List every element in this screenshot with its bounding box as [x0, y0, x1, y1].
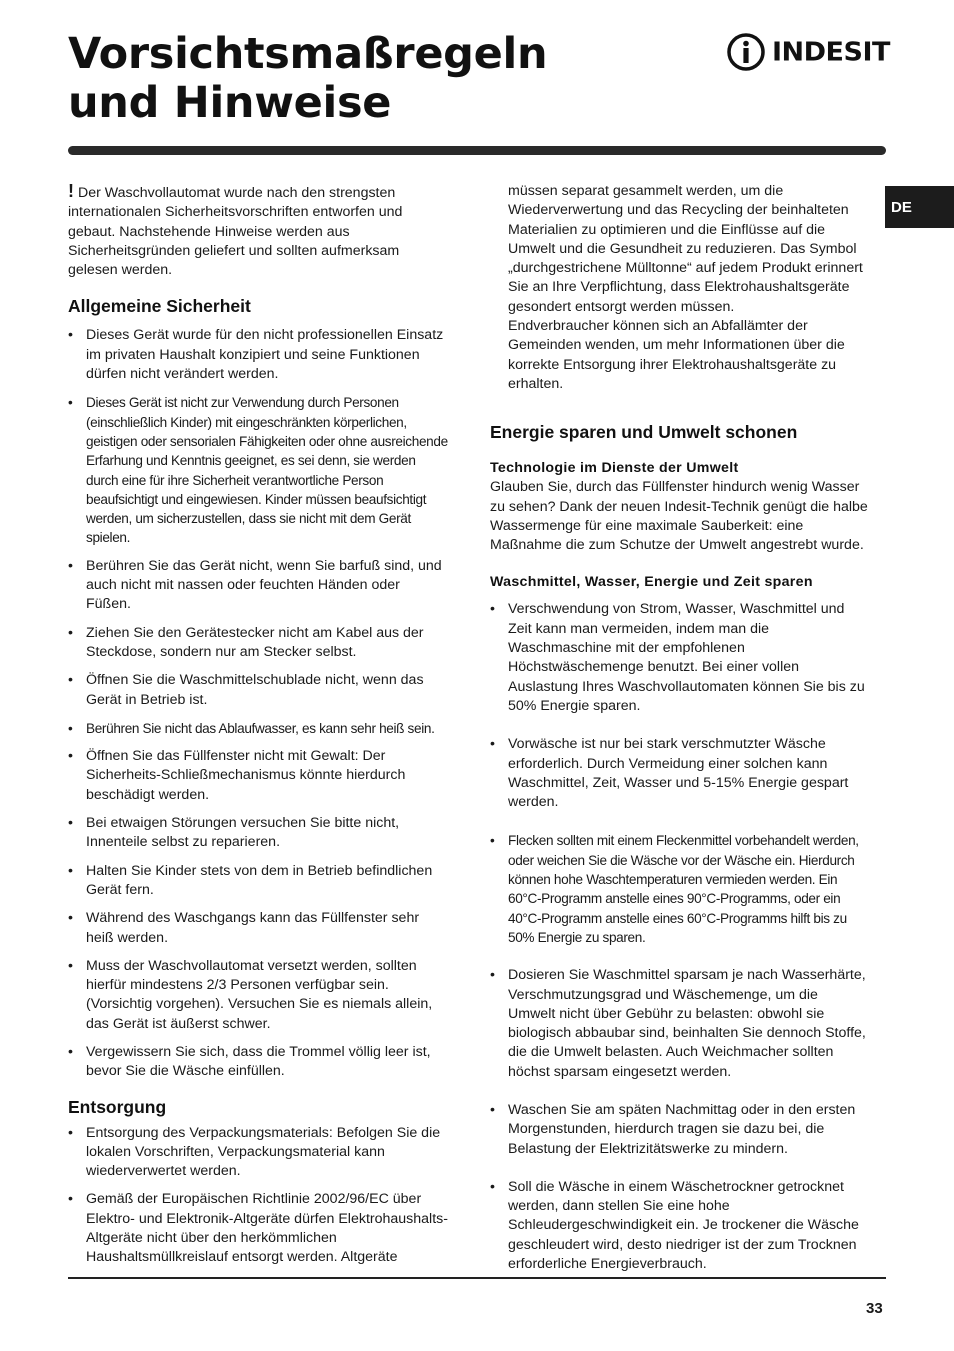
page-number: 33	[866, 1300, 883, 1317]
list-item: • Soll die Wäsche in einem Wäschetrockner getrocknet werden, dann stellen Sie eine hohe Schleudergeschwindigkeit ein. Je trockener die Wäsche geschleudert wird, desto niedriger ist der zum Trocknen erforderliche Energieverbrauch.	[490, 1178, 859, 1273]
list-item: • Berühren Sie nicht das Ablaufwasser, es kann sehr heiß sein.	[68, 720, 435, 736]
intro-text: Der Waschvollautomat wurde nach den strengsten internationalen Sicherheitsvorschriften entworfen und gebaut. Nachstehende Hinweise werden aus Sicherheitsgründen geliefert und sollten aufmerksam gelesen werden.	[68, 185, 403, 279]
page-title	[68, 30, 547, 128]
list-item: • Öffnen Sie das Füllfenster nicht mit Gewalt: Der Sicherheits-Schließmechanismus könnte hierdurch beschädigt werden.	[68, 748, 406, 803]
section-heading-safety: Allgemeine Sicherheit	[68, 296, 251, 317]
footer-divider	[68, 1277, 886, 1279]
title-line-1: Vorsichtsmaßregeln	[68, 29, 548, 79]
disposal-list	[68, 1124, 448, 1268]
saving-list	[490, 600, 868, 1274]
subheading-technology: Technologie im Dienste der Umwelt	[490, 460, 739, 477]
list-item: • Dieses Gerät ist nicht zur Verwendung durch Personen (einschließlich Kinder) mit eingeschränkten körperlichen, geistigen oder sensorialen Fähigkeiten oder ohne ausreichende Erfarhung und Kenntnis geeignet, es sei denn, sie werden durch eine für ihre Sicherheit verantwortliche Person beaufsichtigt und eingewiesen. Kinder müssen beaufsichtigt werden, um sicherzustellen, dass sie nicht mit dem Gerät spielen.	[68, 395, 448, 546]
list-item: • Bei etwaigen Störungen versuchen Sie bitte nicht, Innenteile selbst zu reparieren.	[68, 815, 400, 851]
list-item: • Halten Sie Kinder stets von dem in Betrieb befindlichen Gerät fern.	[68, 862, 433, 898]
subheading-saving: Waschmittel, Wasser, Energie und Zeit sparen	[490, 574, 813, 591]
section-heading-disposal: Entsorgung	[68, 1096, 167, 1117]
list-item: • Vorwäsche ist nur bei stark verschmutzter Wäsche erforderlich. Durch Vermeidung einer solchen kann Waschmittel, Zeit, Wasser und 5-15% Energie gespart werden.	[490, 736, 849, 811]
left-column	[68, 182, 448, 1268]
continuation-text-2: Endverbraucher können sich an Abfallämter der Gemeinden wenden, um mehr Informationen über die korrekte Entsorgung ihrer Elektrohaushaltsgeräte zu erhalten.	[508, 318, 845, 392]
list-item: • Vergewissern Sie sich, dass die Trommel völlig leer ist, bevor Sie die Wäsche einfüllen.	[68, 1043, 431, 1080]
title-line-2: und Hinweise	[68, 78, 392, 128]
language-tab: DE	[885, 186, 954, 228]
list-item: • Flecken sollten mit einem Fleckenmittel vorbehandelt werden, oder weichen Sie die Wäsche vor der Wäsche ein. Hierdurch können hohe Waschtemperaturen vermieden werden. Ein 60°C-Programm anstelle eines 90°C-Programms, oder ein 40°C-Programm anstelle eines 60°C-Programms hilft bis zu 50% Energie zu sparen.	[490, 833, 859, 945]
continuation-text: müssen separat gesammelt werden, um die Wiederverwertung und das Recycling der beinhalteten Materialien zu optimieren und die Einflüsse auf die Umwelt und die Gesundheit zu reduzieren. Das Symbol „durchgestrichene Mülltonne“ auf jedem Produkt erinnert Sie an Ihre Verpflichtung, dass Elektrohaushaltsgeräte gesondert entsorgt werden müssen.	[508, 183, 863, 315]
warning-mark: !	[68, 181, 74, 201]
indesit-logo-icon	[726, 32, 766, 72]
safety-list	[68, 326, 448, 1081]
list-item: • Entsorgung des Verpackungsmaterials: Befolgen Sie die lokalen Vorschriften, Verpackungsmaterial kann wiederverwertet werden.	[68, 1124, 441, 1180]
list-item: • Öffnen Sie die Waschmittelschublade nicht, wenn das Gerät in Betrieb ist.	[68, 672, 424, 708]
list-item: • Dieses Gerät wurde für den nicht professionellen Einsatz im privaten Haushalt konzipiert und seine Funktionen dürfen nicht verändert werden.	[68, 327, 444, 383]
title-divider	[68, 146, 886, 155]
technology-text: Glauben Sie, durch das Füllfenster hindurch wenig Wasser zu sehen? Dank der neuen Indesit-Technik genügt die halbe Wassermenge für eine maximale Sauberkeit: eine Maßnahme die zum Schutze der Umwelt angestrebt wurde.	[490, 479, 868, 554]
list-item: • Während des Waschgangs kann das Füllfenster sehr heiß werden.	[68, 910, 420, 946]
brand-logo	[726, 32, 890, 72]
disposal-continuation	[490, 182, 868, 394]
list-item: • Waschen Sie am späten Nachmittag oder in den ersten Morgenstunden, hierdurch tragen sie dazu bei, die Belastung der Elektrizitätswerke zu mindern.	[490, 1101, 856, 1157]
section-heading-energy: Energie sparen und Umwelt schonen	[490, 422, 798, 443]
intro-paragraph	[68, 182, 448, 280]
list-item: • Gemäß der Europäischen Richtlinie 2002/96/EC über Elektro- und Elektronik-Altgeräte dürfen Elektrohaushalts-Altgeräte nicht über den herkömmlichen Haushaltsmüllkreislauf entsorgt werden. Altgeräte	[68, 1191, 448, 1266]
list-item: • Dosieren Sie Waschmittel sparsam je nach Wasserhärte, Verschmutzungsgrad und Wäschemenge, um die Umwelt nicht über Gebühr zu belasten: obwohl sie biologisch abbaubar sind, beinhalten Sie dennoch Stoffe, die die Umwelt belasten. Auch Weichmacher sollten höchst sparsam eingesetzt werden.	[490, 967, 866, 1080]
list-item: • Berühren Sie das Gerät nicht, wenn Sie barfuß sind, und auch nicht mit nassen oder feuchten Händen oder Füßen.	[68, 557, 442, 613]
list-item: • Verschwendung von Strom, Wasser, Waschmittel und Zeit kann man vermeiden, indem man die Waschmaschine mit der empfohlenen Höchstwäschemenge benutzt. Bei einer vollen Auslastung Ihres Waschvollautomaten können Sie bis zu 50% Energie sparen.	[490, 601, 865, 714]
list-item: • Muss der Waschvollautomat versetzt werden, sollten hierfür mindestens 2/3 Personen verfügbar sein. (Vorsichtig vorgehen). Versuchen Sie es niemals allein, das Gerät ist äußerst schwer.	[68, 957, 433, 1032]
right-column	[490, 182, 868, 1274]
brand-name: INDESIT	[772, 37, 890, 67]
list-item: • Ziehen Sie den Gerätestecker nicht am Kabel aus der Steckdose, sondern nur am Stecker selbst.	[68, 624, 424, 660]
